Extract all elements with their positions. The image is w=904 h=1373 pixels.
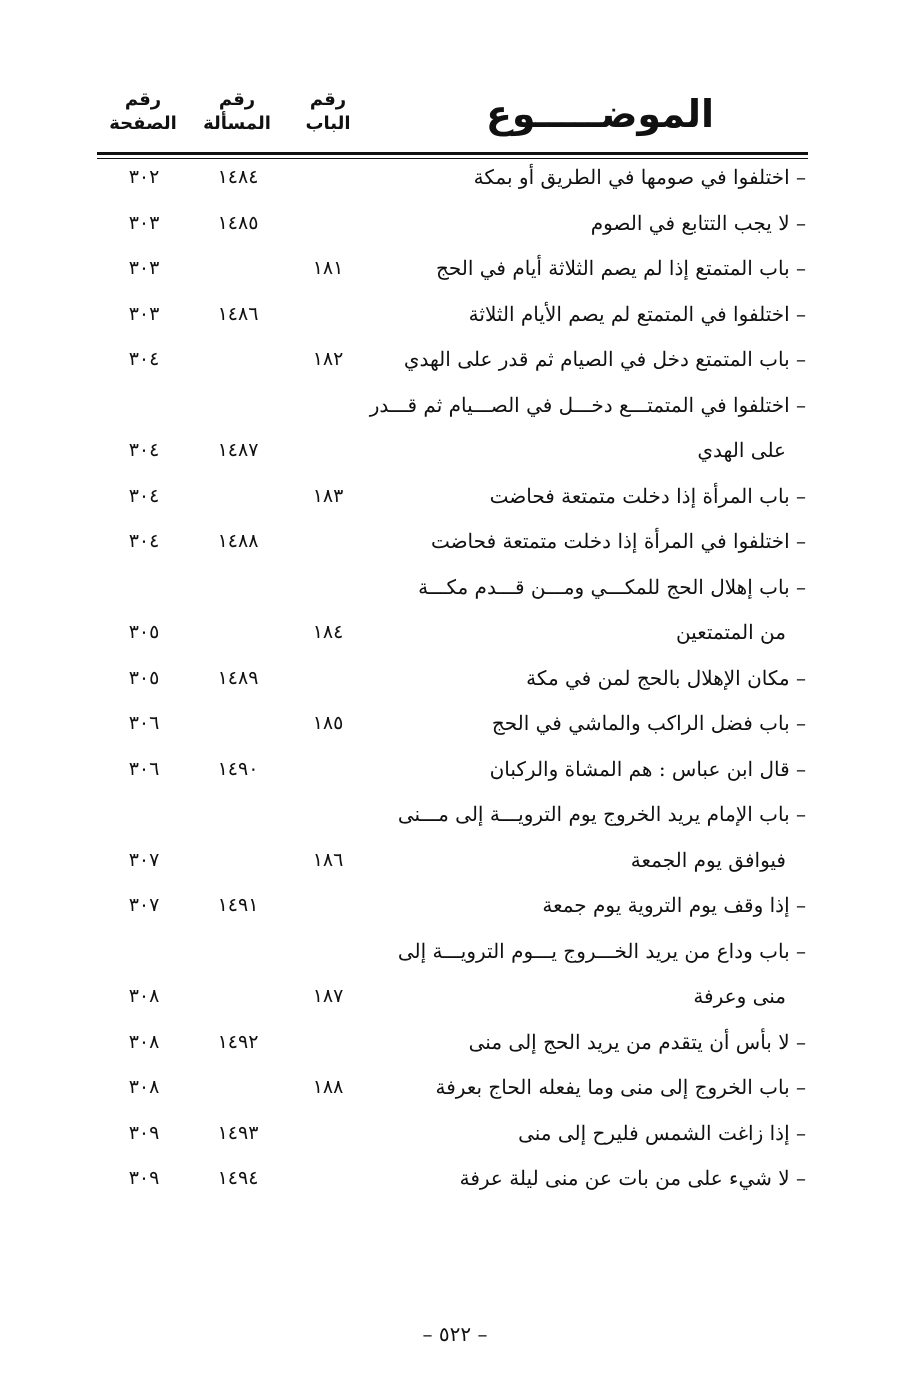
row-topic: – باب فضل الراكب والماشي في الحج [491, 711, 806, 735]
row-chapter-number [292, 754, 364, 784]
row-page-number: ٣٠٦ [128, 758, 160, 780]
row-chapter-number [292, 526, 364, 556]
row-issue-number: ١٤٨٤ [217, 166, 259, 188]
row-page-number: ٣٠٤ [128, 348, 160, 370]
row-issue-number [196, 1072, 280, 1102]
row-issue-number [196, 390, 280, 420]
column-header-page-label-2: الصفحة [109, 113, 177, 134]
table-row [0, 799, 904, 843]
header-divider-thin [97, 158, 808, 159]
header-divider-thick [97, 152, 808, 155]
page-number: – ٥٢٢ – [422, 1322, 488, 1346]
table-row [0, 617, 904, 661]
row-chapter-number [292, 936, 364, 966]
row-topic: من المتمتعين [675, 620, 786, 644]
row-chapter-number [292, 299, 364, 329]
row-page-number: ٣٠٣ [128, 212, 160, 234]
table-row [0, 481, 904, 525]
table-row [0, 981, 904, 1025]
row-issue-number [196, 936, 280, 966]
row-chapter-number: ١٨٦ [312, 849, 344, 871]
row-issue-number [196, 845, 280, 875]
row-topic: – باب إهلال الحج للمكـــي ومـــن قـــدم مكـــة [418, 575, 806, 599]
row-issue-number: ١٤٩٤ [217, 1167, 259, 1189]
row-page-number: ٣٠٩ [128, 1167, 160, 1189]
table-row [0, 526, 904, 570]
row-chapter-number [292, 390, 364, 420]
column-header-issue-label-2: المسألة [203, 113, 271, 134]
row-issue-number: ١٤٨٦ [217, 303, 259, 325]
column-header-issue-label-1: رقم [218, 89, 256, 110]
row-chapter-number: ١٨٢ [312, 348, 344, 370]
column-header-topic: الموضـــــوع [485, 92, 715, 136]
row-chapter-number [292, 1118, 364, 1148]
table-row [0, 435, 904, 479]
row-issue-number: ١٤٩١ [217, 894, 259, 916]
row-topic: على الهدي [697, 438, 786, 462]
row-issue-number [196, 253, 280, 283]
table-row [0, 1118, 904, 1162]
row-issue-number [196, 708, 280, 738]
row-page-number [104, 572, 184, 602]
row-topic: – باب وداع من يريد الخـــروج يـــوم الترويـــة إلى [397, 939, 806, 963]
row-topic: – لا شيء على من بات عن منى ليلة عرفة [459, 1166, 806, 1190]
row-page-number: ٣٠٧ [128, 849, 160, 871]
row-chapter-number [292, 208, 364, 238]
row-page-number [104, 936, 184, 966]
row-page-number: ٣٠٨ [128, 1076, 160, 1098]
table-row [0, 754, 904, 798]
table-row [0, 390, 904, 434]
row-page-number: ٣٠٤ [128, 485, 160, 507]
column-header-page-label-1: رقم [124, 89, 162, 110]
column-header-chapter-number [288, 88, 368, 148]
column-header-chapter-label-1: رقم [309, 89, 347, 110]
row-topic: – إذا وقف يوم التروية يوم جمعة [542, 893, 806, 917]
row-topic: – قال ابن عباس : هم المشاة والركبان [489, 757, 806, 781]
column-header-page-number [98, 88, 188, 148]
row-page-number: ٣٠٣ [128, 257, 160, 279]
row-issue-number [196, 617, 280, 647]
row-topic: فيوافق يوم الجمعة [630, 848, 786, 872]
row-issue-number: ١٤٨٧ [217, 439, 259, 461]
table-row [0, 162, 904, 206]
table-row [0, 1163, 904, 1207]
row-topic: – إذا زاغت الشمس فليرح إلى منى [518, 1121, 806, 1145]
table-row [0, 253, 904, 297]
row-issue-number [196, 481, 280, 511]
row-topic: – اختلفوا في المتمتع لم يصم الأيام الثلاثة [468, 302, 806, 326]
row-topic: – باب الإمام يريد الخروج يوم الترويـــة إلى مـــنى [397, 802, 806, 826]
row-issue-number: ١٤٩٠ [217, 758, 259, 780]
row-chapter-number [292, 663, 364, 693]
row-chapter-number [292, 572, 364, 602]
table-row [0, 890, 904, 934]
table-row [0, 1027, 904, 1071]
row-issue-number: ١٤٩٢ [217, 1031, 259, 1053]
row-topic: – باب المرأة إذا دخلت متمتعة فحاضت [489, 484, 806, 508]
row-page-number: ٣٠٥ [128, 667, 160, 689]
table-row [0, 936, 904, 980]
row-page-number [104, 799, 184, 829]
column-header-chapter-label-2: الباب [305, 113, 351, 134]
row-chapter-number: ١٨٣ [312, 485, 344, 507]
row-chapter-number: ١٨٥ [312, 712, 344, 734]
row-issue-number [196, 981, 280, 1011]
row-issue-number [196, 344, 280, 374]
row-page-number: ٣٠٤ [128, 439, 160, 461]
row-chapter-number [292, 890, 364, 920]
row-topic: – اختلفوا في المتمتـــع دخـــل في الصـــيام ثم قـــدر [369, 393, 806, 417]
column-header-issue-number [192, 88, 282, 148]
row-topic: – باب الخروج إلى منى وما يفعله الحاج بعرفة [435, 1075, 806, 1099]
row-page-number: ٣٠٤ [128, 530, 160, 552]
row-chapter-number [292, 435, 364, 465]
row-topic: – مكان الإهلال بالحج لمن في مكة [526, 666, 806, 690]
row-chapter-number: ١٨٨ [312, 1076, 344, 1098]
table-row [0, 208, 904, 252]
row-page-number: ٣٠٩ [128, 1122, 160, 1144]
table-row [0, 1072, 904, 1116]
row-topic: – لا يجب التتابع في الصوم [590, 211, 806, 235]
table-row [0, 663, 904, 707]
row-chapter-number: ١٨١ [312, 257, 344, 279]
table-row [0, 708, 904, 752]
row-page-number: ٣٠٧ [128, 894, 160, 916]
table-row [0, 299, 904, 343]
row-topic: – باب المتمتع إذا لم يصم الثلاثة أيام في الحج [435, 256, 806, 280]
row-issue-number: ١٤٨٩ [217, 667, 259, 689]
row-chapter-number: ١٨٤ [312, 621, 344, 643]
row-topic: – اختلفوا في المرأة إذا دخلت متمتعة فحاضت [430, 529, 806, 553]
row-page-number: ٣٠٣ [128, 303, 160, 325]
row-page-number: ٣٠٢ [128, 166, 160, 188]
row-chapter-number: ١٨٧ [312, 985, 344, 1007]
row-issue-number: ١٤٨٥ [217, 212, 259, 234]
row-issue-number: ١٤٨٨ [217, 530, 259, 552]
row-chapter-number [292, 1027, 364, 1057]
row-issue-number [196, 799, 280, 829]
table-row [0, 344, 904, 388]
row-topic: – اختلفوا في صومها في الطريق أو بمكة [473, 165, 806, 189]
row-chapter-number [292, 799, 364, 829]
row-issue-number [196, 572, 280, 602]
row-topic: منى وعرفة [693, 984, 786, 1008]
table-row [0, 845, 904, 889]
row-page-number [104, 390, 184, 420]
row-issue-number: ١٤٩٣ [217, 1122, 259, 1144]
row-chapter-number [292, 162, 364, 192]
row-page-number: ٣٠٥ [128, 621, 160, 643]
table-row [0, 572, 904, 616]
row-page-number: ٣٠٨ [128, 1031, 160, 1053]
row-page-number: ٣٠٨ [128, 985, 160, 1007]
row-topic: – باب المتمتع دخل في الصيام ثم قدر على الهدي [403, 347, 806, 371]
row-topic: – لا بأس أن يتقدم من يريد الحج إلى منى [468, 1030, 806, 1054]
row-chapter-number [292, 1163, 364, 1193]
row-page-number: ٣٠٦ [128, 712, 160, 734]
